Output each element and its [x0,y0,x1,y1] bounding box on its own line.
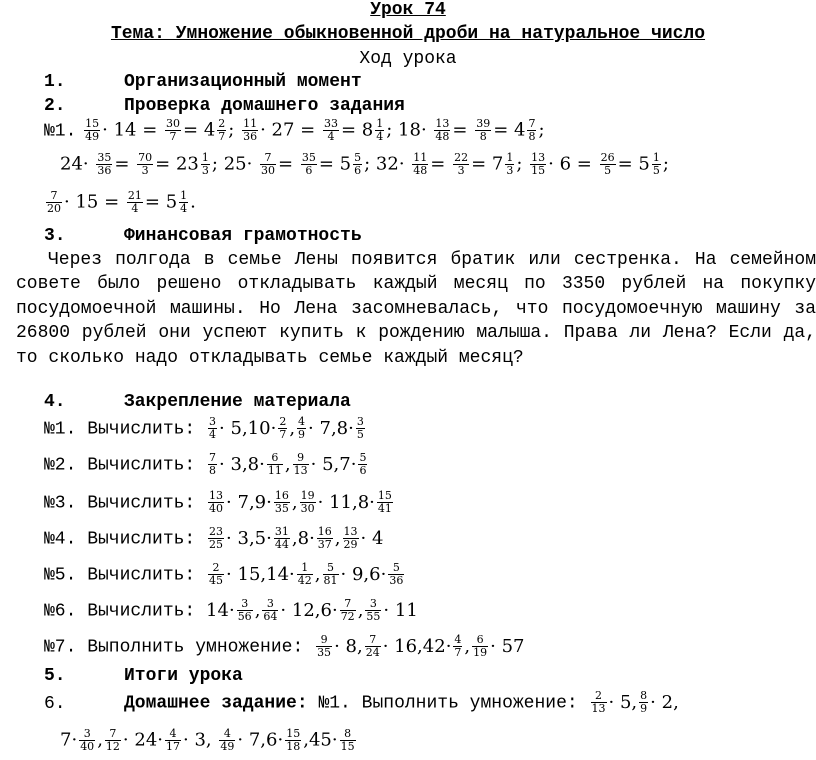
financial-literacy-text: Через полгода в семье Лены появится братик или сестренка. На семейном совете было решено откладывать каждый месяц по 3350 рублей на покупку посудомоечной машины. Но Лена засомневалась, что посудомоечную машину за 26800 рублей они успеют купить к рождению малыша. Права ли Лена? Если да, то сколько надо откладывать семье каждый месяц? [16,250,816,368]
fraction: $\frac{1}{4}$ [180,189,188,215]
task-6: №6. Вычислить: 14· $\frac{3}{56}$ , $\frac{3}{64}$ · 12,6· $\frac{7}{72}$ , $\frac{3}{55}$ · 11 [44,597,418,623]
fraction: $\frac{15}{49}$ [85,117,100,143]
section-4-heading: 4. Закрепление материала [44,392,351,412]
fraction: $\frac{30}{7}$ [166,117,181,143]
task-4: №4. Вычислить: $\frac{23}{25}$ · 3,5· $\frac{31}{44}$ ,8· $\frac{16}{37}$ , $\frac{13}{29}$ · 4 [44,525,384,551]
fraction: $\frac{11}{48}$ [413,151,428,177]
lesson-course: Ход урока [359,49,457,69]
task-1: №1. Вычислить: $\frac{3}{4}$ · 5,10· $\frac{2}{7}$ , $\frac{4}{9}$ · 7,8· $\frac{3}{5}$ [44,415,364,441]
fraction: $\frac{70}{3}$ [138,151,153,177]
fraction: $\frac{33}{4}$ [323,117,338,143]
fraction: $\frac{5}{6}$ [354,151,362,177]
fraction: $\frac{7}{20}$ [47,189,61,215]
lesson-title: Урок 74 [370,0,446,20]
task-2: №2. Вычислить: $\frac{7}{8}$ · 3,8· $\frac{6}{11}$ , $\frac{9}{13}$ · 5,7· $\frac{5}{6}$ [44,451,367,477]
fraction: $\frac{7}{8}$ [528,117,536,143]
fraction: $\frac{39}{8}$ [476,117,491,143]
fraction: $\frac{1}{3}$ [506,151,514,177]
fraction: $\frac{35}{36}$ [97,151,112,177]
fraction: $\frac{26}{5}$ [600,151,615,177]
task-7: №7. Выполнить умножение: $\frac{9}{35}$ · 8, $\frac{7}{24}$ · 16,42· $\frac{4}{7}$ , $\frac{6}{19}$ · 57 [44,633,525,659]
fraction: $\frac{2}{7}$ [218,117,226,143]
homework-check-line-2: 24· $\frac{35}{36}$ = $\frac{70}{3}$ = 23 $\frac{1}{3}$ ; 25· $\frac{7}{30}$ = $\frac{35}{6}$ = 5 $\frac{5}{6}$ ; 32· $\frac{11}{48}$ = $\frac{22}{3}$ = 7 $\frac{1}{3}$ ; $\frac{13}{15}$ · 6 = $\frac{26}{5}$ = 5 $\frac{1}{5}$ ; [60,151,669,177]
fraction: $\frac{21}{4}$ [127,189,142,215]
section-1-heading: 1. Организационный момент [44,72,362,92]
fraction: $\frac{13}{15}$ [531,151,546,177]
homework-check-line-1: №1. $\frac{15}{49}$ · 14 = $\frac{30}{7}$ = 4 $\frac{2}{7}$ ; $\frac{11}{36}$ · 27 = $\frac{33}{4}$ = 8 $\frac{1}{4}$ ; 18· $\frac{13}{48}$ = $\frac{39}{8}$ = 4 $\frac{7}{8}$ ; [44,117,545,143]
section-5-heading: 5. Итоги урока [44,666,243,686]
fraction: $\frac{13}{48}$ [435,117,450,143]
fraction: $\frac{35}{6}$ [301,151,316,177]
homework-check-line-3: $\frac{7}{20}$ · 15 = $\frac{21}{4}$ = 5 $\frac{1}{4}$ . [47,189,196,215]
homework-line-1: 6. Домашнее задание: №1. Выполнить умножение: $\frac{2}{13}$ · 5, $\frac{8}{9}$ · 2, [44,689,679,715]
task-3: №3. Вычислить: $\frac{13}{40}$ · 7,9· $\frac{16}{35}$ , $\frac{19}{30}$ · 11,8· $\frac{15}{41}$ [44,489,392,515]
fraction: $\frac{11}{36}$ [243,117,258,143]
fraction: $\frac{22}{3}$ [454,151,469,177]
homework-line-2: 7· $\frac{3}{40}$ , $\frac{7}{12}$ · 24· $\frac{4}{17}$ · 3, $\frac{4}{49}$ · 7,6· $\frac{15}{18}$ ,45· $\frac{8}{15}$ [60,727,355,753]
section-3-heading: 3. Финансовая грамотность [44,226,362,246]
section-2-heading: 2. Проверка домашнего задания [44,96,405,116]
fraction: $\frac{7}{30}$ [261,151,276,177]
fraction: $\frac{1}{5}$ [652,151,660,177]
fraction: $\frac{1}{3}$ [201,151,209,177]
task-5: №5. Вычислить: $\frac{2}{45}$ · 15,14· $\frac{1}{42}$ , $\frac{5}{81}$ · 9,6· $\frac{5}{36}$ [44,561,404,587]
fraction: $\frac{1}{4}$ [376,117,384,143]
lesson-topic: Тема: Умножение обыкновенной дроби на натуральное число [110,24,706,44]
